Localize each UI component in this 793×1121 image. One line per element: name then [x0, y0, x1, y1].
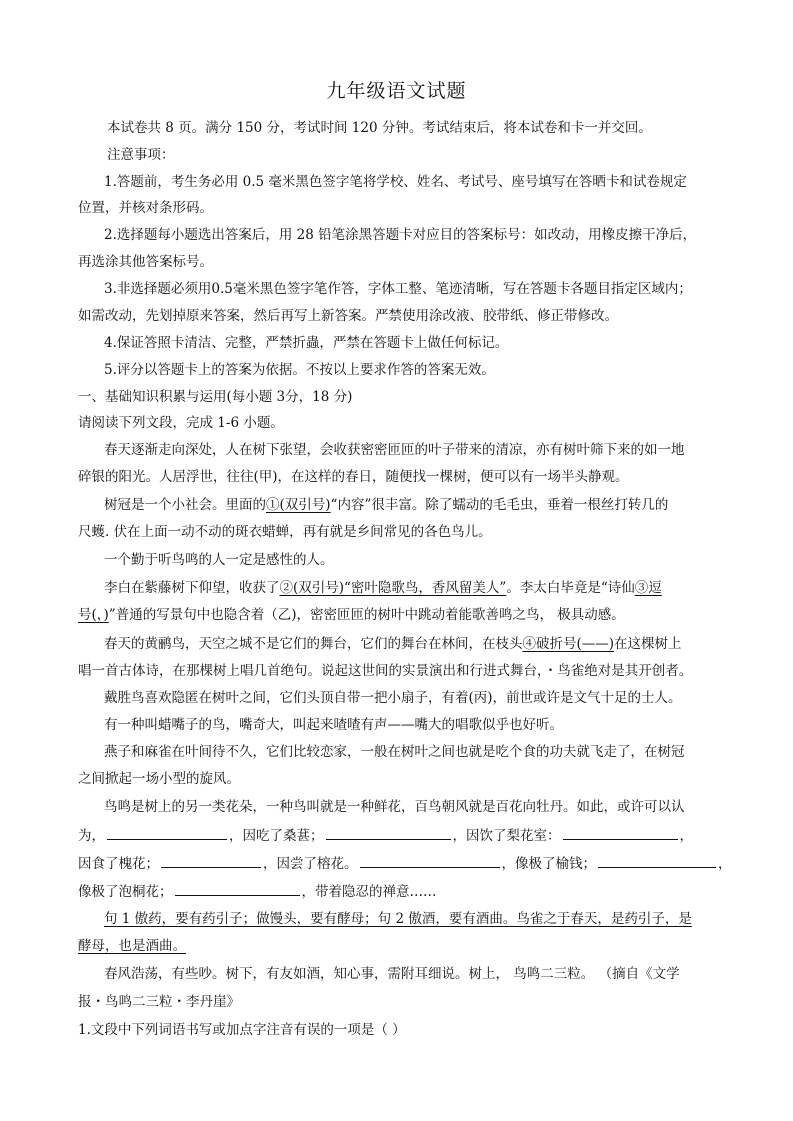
text-segment: “内容”很丰富。除了蠕动的毛毛虫，垂着一根丝打转几的 — [330, 497, 669, 513]
notice-2-line-1: 2.选择题每小题选出答案后，用 28 铅笔涂黑答题卡对应目的答案标号：如改动，用橡皮擦干净后， — [104, 227, 697, 243]
passage-p7: 有一种叫蜡嘴子的鸟，嘴奇大，叫起来喳喳有声——嘴大的唱歌似乎也好听。 — [104, 717, 563, 733]
passage-p2-line-1 — [104, 495, 668, 515]
passage-p9-line-2 — [78, 825, 693, 846]
underlined-marker: ①(双引号) — [266, 497, 331, 513]
text-segment: ，因饮了梨花室： — [452, 828, 561, 844]
passage-p10-line-1: 句 1 傲药，要有药引子；做馒头，要有酵母；句 2 傲酒，要有酒曲。鸟雀之于春天，是药引子，是 — [104, 911, 692, 927]
passage-p1-line-2: 碎银的阳光。人居浮世，往往(甲)，在这样的春日，随便找一棵树，便可以有一场半头静观。 — [78, 469, 629, 485]
text-segment: ， — [679, 828, 693, 844]
notice-heading: 注意事项： — [107, 147, 175, 163]
fill-blank-1[interactable] — [107, 825, 227, 840]
passage-p8-line-1: 燕子和麻雀在叶间待不久，它们比较恋家，一般在树叶之间也就是吃个食的功夫就飞走了，在树冠 — [104, 744, 685, 760]
fill-blank-4[interactable] — [161, 853, 261, 868]
passage-p9-line-1: 鸟鸣是树上的另一类花朵，一种鸟叫就是一种鲜花，百鸟朝风就是百花向牡丹。如此，或许可以认 — [104, 799, 685, 815]
passage-p1-line-1: 春天逐渐走向深处，人在树下张望，会收获密密匝匝的叶子带来的清凉，亦有树叶筛下来的如一地 — [104, 442, 685, 458]
page-title: 九年级语文试题 — [326, 80, 467, 102]
passage-p3: 一个勤于听鸟鸣的人一定是感性的人。 — [104, 552, 334, 568]
text-segment: 树冠是一个小社会。里面的 — [104, 497, 266, 513]
text-segment: ，带着隐忍的禅意…… — [301, 884, 437, 900]
text-segment: ，因吃了桑葚； — [229, 828, 324, 844]
fill-blank-2[interactable] — [326, 825, 451, 840]
underlined-quote: ②(双引号)“密叶隐歌鸟，香风留美人” — [279, 580, 507, 596]
text-segment: 为， — [78, 828, 105, 844]
passage-p4-line-2 — [78, 605, 625, 625]
passage-p8-line-2: 之间掀起一场小型的旋风。 — [78, 771, 240, 787]
notice-3-line-1: 3.非选择题必须用0.5毫米黑色签字笔作答，字体工整、笔迹清晰，写在答题卡各题目指定区域内； — [104, 281, 692, 297]
text-segment: 因食了槐花； — [78, 856, 159, 872]
passage-p9-line-3 — [78, 853, 732, 874]
text-segment: ， — [718, 856, 732, 872]
underlined-marker: ③逗 — [634, 580, 662, 596]
text-segment: ，像极了榆钱； — [501, 856, 596, 872]
passage-p10-line-2: 酵母，也是酒曲。 — [78, 938, 186, 954]
passage-p6: 戴胜鸟喜欢隐匿在树叶之间，它们头顶自带一把小扇子，有着(丙)，前世或许是文气十足的士人。 — [104, 690, 682, 706]
fill-blank-7[interactable] — [175, 881, 300, 896]
passage-p5-line-1 — [104, 634, 682, 654]
passage-p4-line-1 — [104, 578, 662, 598]
fill-blank-5[interactable] — [360, 853, 500, 868]
reading-instruction: 请阅读下列文段，完成 1-6 小题。 — [78, 415, 284, 431]
notice-2-line-2: 再选涂其他答案标号。 — [78, 254, 213, 270]
text-segment: 。李太白毕竟是“诗仙 — [506, 580, 635, 596]
text-segment: 春天的黄鹂鸟，天空之城不是它们的舞台，它们的舞台在林间，在枝头 — [104, 636, 523, 652]
passage-p5-line-2: 唱一首古体诗，在那棵树上唱几首绝句。说起这世间的实景演出和行进式舞台，・鸟雀绝对是其开创者。 — [78, 663, 693, 679]
passage-p11-line-1: 春风浩荡，有些吵。树下，有友如酒，知心事，需附耳细说。树上， 鸟鸣二三粒。 （摘自《文学 — [104, 966, 680, 982]
notice-3-line-2: 如需改动，先划掉原来答案，然后再写上新答案。严禁使用涂改液、胶带纸、修正带修改。 — [78, 308, 618, 324]
question-1: 1.文段中下列词语书写或加点字注音有误的一项是（ ） — [78, 1022, 406, 1038]
text-segment: ”普通的写景句中也隐含着（乙)，密密匝匝的树叶中跳动着能歌善鸣之鸟， 极具动感。 — [108, 607, 625, 623]
underlined-marker: 号(，) — [78, 607, 109, 623]
fill-blank-3[interactable] — [563, 825, 678, 840]
passage-p11-line-2: 报・鸟鸣二三粒・李丹崖》 — [78, 994, 240, 1010]
passage-p2-line-2: 尺蠖. 伏在上面一动不动的斑衣蜡蝉，再有就是乡间常见的各色鸟儿。 — [78, 524, 492, 540]
notice-1-line-2: 位置，并核对条形码。 — [78, 200, 213, 216]
text-segment: 像极了泡桐花； — [78, 884, 173, 900]
notice-4: 4.保证答照卡清洁、完整，严禁折蟲，严禁在答题卡上做任何标记。 — [104, 335, 509, 351]
passage-p9-line-4 — [78, 881, 437, 902]
section-heading: 一、基础知识积累与运用(每小题 3分，18 分) — [78, 389, 353, 405]
fill-blank-6[interactable] — [598, 853, 716, 868]
notice-5: 5.评分以答题卡上的答案为依据。不按以上要求作答的答案无效。 — [104, 362, 495, 378]
text-segment: 在这棵树上 — [614, 636, 682, 652]
intro-text: 本试卷共 8 页。满分 150 分，考试时间 120 分钟。考试结束后，将本试卷和卡一并交回。 — [107, 120, 652, 136]
underlined-marker: ④破折号(——) — [522, 636, 615, 652]
text-segment: ，因尝了榕花。 — [263, 856, 358, 872]
notice-1-line-1: 1.答题前，考生务必用 0.5 毫米黑色签字笔将学校、姓名、考试号、座号填写在答晒卡和试卷规定 — [104, 174, 687, 190]
text-segment: 李白在紫藤树下仰望，收获了 — [104, 580, 280, 596]
